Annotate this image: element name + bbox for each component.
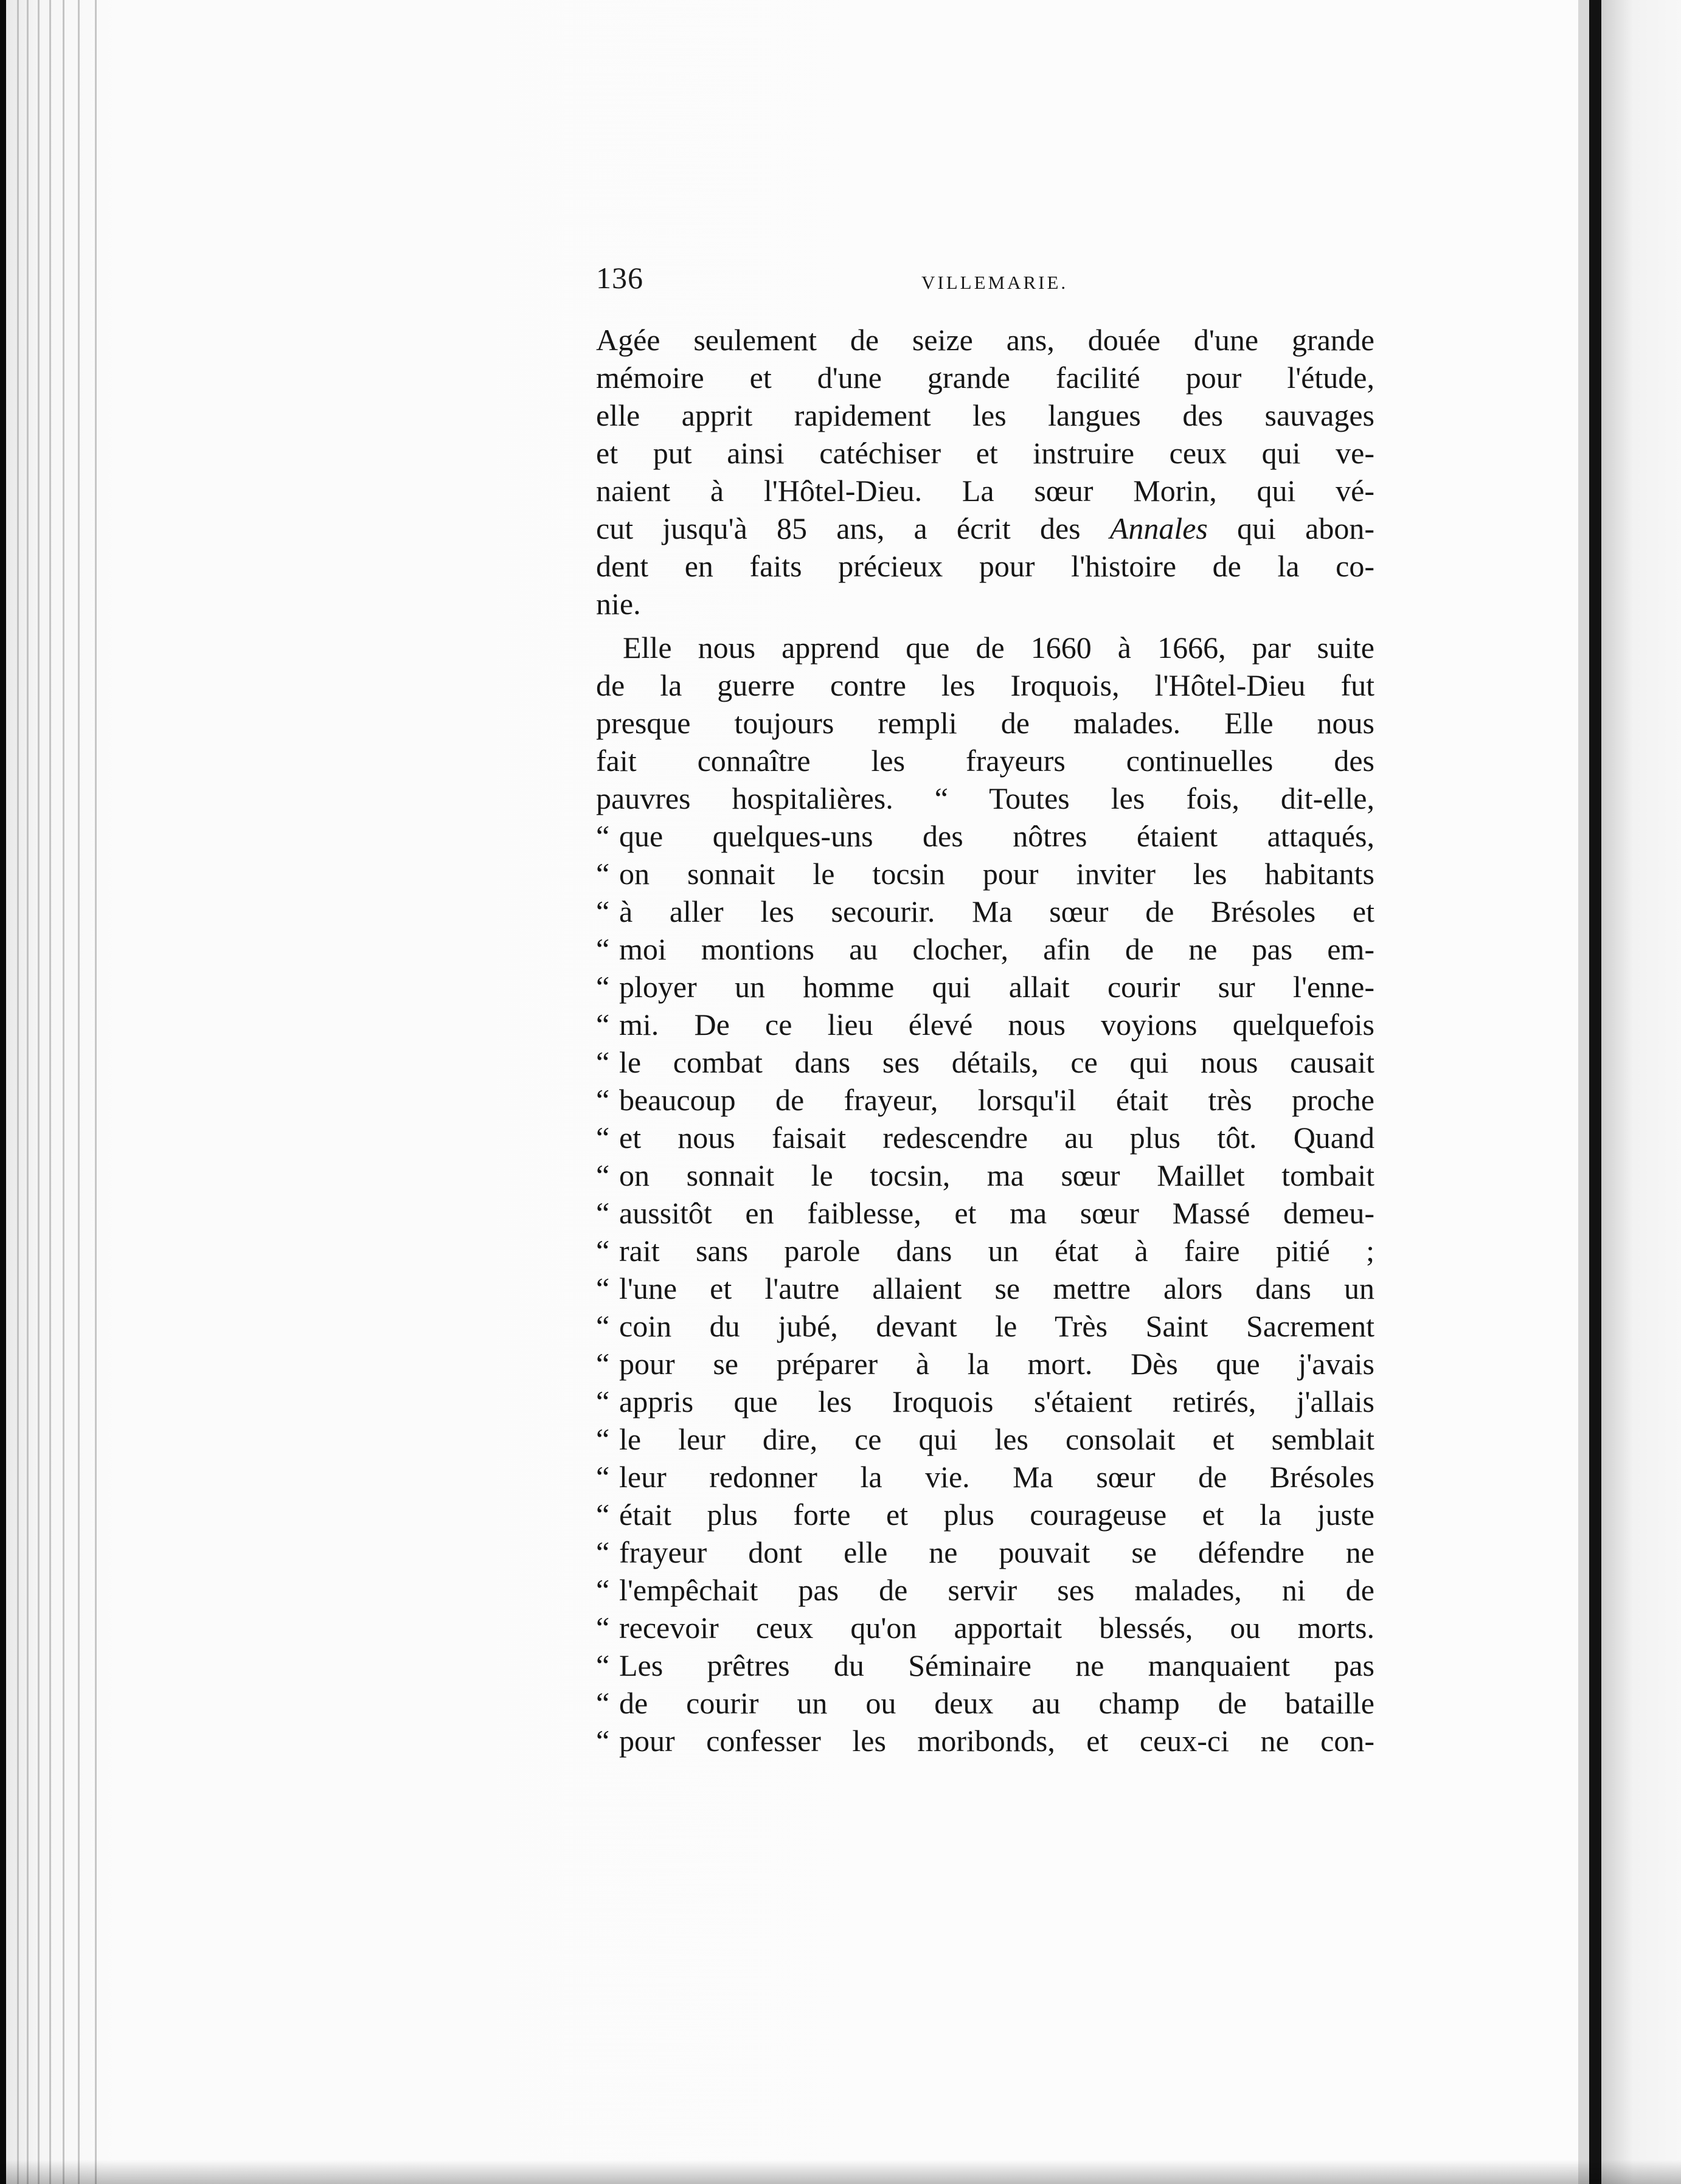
- quote-mark: “: [596, 1724, 610, 1758]
- quoted-text: leur redonner la vie. Ma sœur de Brésoles: [619, 1460, 1374, 1494]
- quoted-text: et nous faisait redescendre au plus tôt. Quand: [619, 1121, 1374, 1155]
- text-line: naient à l'Hôtel-Dieu. La sœur Morin, qui vé-: [596, 474, 1374, 508]
- facing-page-edge: [1601, 0, 1681, 2184]
- scan-shadow: [0, 2160, 1681, 2184]
- text-run: qui abon-: [1207, 511, 1374, 545]
- quote-mark: “: [596, 1611, 610, 1645]
- quoted-text: aussitôt en faiblesse, et ma sœur Massé demeu-: [619, 1196, 1374, 1230]
- quoted-line: [596, 1006, 1374, 1043]
- text-line: mémoire et d'une grande facilité pour l'étude,: [596, 361, 1374, 395]
- paragraph-1: [596, 321, 1374, 623]
- quote-mark: “: [596, 1309, 610, 1343]
- quoted-text: on sonnait le tocsin, ma sœur Maillet tombait: [619, 1158, 1374, 1192]
- quoted-line: [596, 893, 1374, 930]
- quoted-line: [596, 1420, 1374, 1458]
- page-edge: [78, 0, 80, 2184]
- quoted-line: [596, 1081, 1374, 1119]
- text-run: cut jusqu'à 85 ans, a écrit des: [596, 511, 1110, 545]
- quote-mark: “: [596, 1573, 610, 1607]
- text-line: et put ainsi catéchiser et instruire ceux qui ve-: [596, 436, 1374, 470]
- quoted-text: que quelques-uns des nôtres étaient attaqués,: [619, 819, 1374, 853]
- quoted-line: [596, 1609, 1374, 1647]
- quoted-text: mi. De ce lieu élevé nous voyions quelquefois: [619, 1007, 1374, 1042]
- text-line: Agée seulement de seize ans, douée d'une grande: [596, 323, 1374, 357]
- quoted-line: [596, 1496, 1374, 1533]
- quoted-text: pour se préparer à la mort. Dès que j'avais: [619, 1347, 1374, 1381]
- quoted-line: [596, 1571, 1374, 1609]
- quoted-text: coin du jubé, devant le Très Saint Sacrement: [619, 1309, 1374, 1343]
- quotation-block: [596, 817, 1374, 1760]
- quoted-text: moi montions au clocher, afin de ne pas em-: [619, 932, 1374, 966]
- page-edge: [38, 0, 40, 2184]
- page-number: 136: [596, 261, 643, 295]
- quote-mark: “: [596, 1498, 610, 1532]
- quoted-line: [596, 1043, 1374, 1081]
- page-edge: [27, 0, 29, 2184]
- quoted-text: l'empêchait pas de servir ses malades, ni de: [619, 1573, 1374, 1607]
- page-edge: [49, 0, 51, 2184]
- text-line: Elle nous apprend que de 1660 à 1666, par suite: [623, 631, 1374, 665]
- text-line: pauvres hospitalières. “ Toutes les fois, dit-elle,: [596, 781, 1374, 815]
- quote-mark: “: [596, 894, 610, 928]
- quoted-text: on sonnait le tocsin pour inviter les habitants: [619, 857, 1374, 891]
- quoted-line: [596, 968, 1374, 1006]
- quoted-line: [596, 1307, 1374, 1345]
- quoted-line: [596, 1232, 1374, 1270]
- quoted-line: [596, 1119, 1374, 1156]
- quoted-line: [596, 1647, 1374, 1684]
- quoted-line: [596, 1383, 1374, 1420]
- quote-mark: “: [596, 819, 610, 853]
- quote-mark: “: [596, 1384, 610, 1419]
- quote-mark: “: [596, 1686, 610, 1720]
- quote-mark: “: [596, 1083, 610, 1117]
- quoted-line: [596, 1270, 1374, 1307]
- quote-mark: “: [596, 1271, 610, 1305]
- running-head: VILLEMARIE.: [921, 272, 1069, 293]
- quoted-text: de courir un ou deux au champ de bataille: [619, 1686, 1374, 1720]
- quoted-text: Les prêtres du Séminaire ne manquaient pas: [619, 1648, 1374, 1682]
- quote-mark: “: [596, 1460, 610, 1494]
- quote-mark: “: [596, 1007, 610, 1042]
- body-text: [596, 321, 1374, 1760]
- page-edge: [63, 0, 64, 2184]
- quoted-line: [596, 855, 1374, 893]
- quoted-line: [596, 1458, 1374, 1496]
- quoted-text: l'une et l'autre allaient se mettre alors dans un: [619, 1271, 1374, 1305]
- quoted-text: à aller les secourir. Ma sœur de Brésoles et: [619, 894, 1374, 928]
- quote-mark: “: [596, 1422, 610, 1456]
- quote-mark: “: [596, 970, 610, 1004]
- italic-title: Annales: [1109, 511, 1208, 545]
- text-line: elle apprit rapidement les langues des sauvages: [596, 398, 1374, 432]
- quoted-line: [596, 1156, 1374, 1194]
- page-edge: [17, 0, 19, 2184]
- text-line: dent en faits précieux pour l'histoire de la co-: [596, 549, 1374, 583]
- quoted-line: [596, 1345, 1374, 1383]
- quoted-text: le combat dans ses détails, ce qui nous causait: [619, 1045, 1374, 1079]
- quoted-line: [596, 930, 1374, 968]
- quote-mark: “: [596, 1158, 610, 1192]
- quoted-text: frayeur dont elle ne pouvait se défendre ne: [619, 1535, 1374, 1569]
- quoted-line: [596, 817, 1374, 855]
- quote-mark: “: [596, 1196, 610, 1230]
- quoted-text: rait sans parole dans un état à faire pitié ;: [619, 1234, 1374, 1268]
- page-edge: [95, 0, 97, 2184]
- quote-mark: “: [596, 1347, 610, 1381]
- quoted-line: [596, 1533, 1374, 1571]
- quote-mark: “: [596, 1121, 610, 1155]
- quote-mark: “: [596, 857, 610, 891]
- text-line: de la guerre contre les Iroquois, l'Hôtel-Dieu fut: [596, 668, 1374, 702]
- book-page: [6, 0, 1587, 2184]
- paragraph-2: [596, 629, 1374, 1760]
- text-line: nie.: [596, 587, 641, 621]
- quote-mark: “: [596, 932, 610, 966]
- quoted-text: ployer un homme qui allait courir sur l'enne-: [619, 970, 1374, 1004]
- text-line: [596, 510, 1374, 547]
- quoted-text: beaucoup de frayeur, lorsqu'il était très proche: [619, 1083, 1374, 1117]
- quoted-text: pour confesser les moribonds, et ceux-ci ne con-: [619, 1724, 1374, 1758]
- quote-mark: “: [596, 1648, 610, 1682]
- quoted-text: recevoir ceux qu'on apportait blessés, ou morts.: [619, 1611, 1374, 1645]
- book-binding: [1589, 0, 1601, 2184]
- quoted-text: appris que les Iroquois s'étaient retirés, j'allais: [619, 1384, 1374, 1419]
- quoted-line: [596, 1684, 1374, 1722]
- quote-mark: “: [596, 1045, 610, 1079]
- quote-mark: “: [596, 1535, 610, 1569]
- quoted-text: était plus forte et plus courageuse et la juste: [619, 1498, 1374, 1532]
- page-header: [596, 257, 1381, 299]
- quoted-line: [596, 1722, 1374, 1760]
- quoted-line: [596, 1194, 1374, 1232]
- quoted-text: le leur dire, ce qui les consolait et semblait: [619, 1422, 1374, 1456]
- text-line: fait connaître les frayeurs continuelles des: [596, 744, 1374, 778]
- text-line: presque toujours rempli de malades. Elle nous: [596, 706, 1374, 740]
- quote-mark: “: [596, 1234, 610, 1268]
